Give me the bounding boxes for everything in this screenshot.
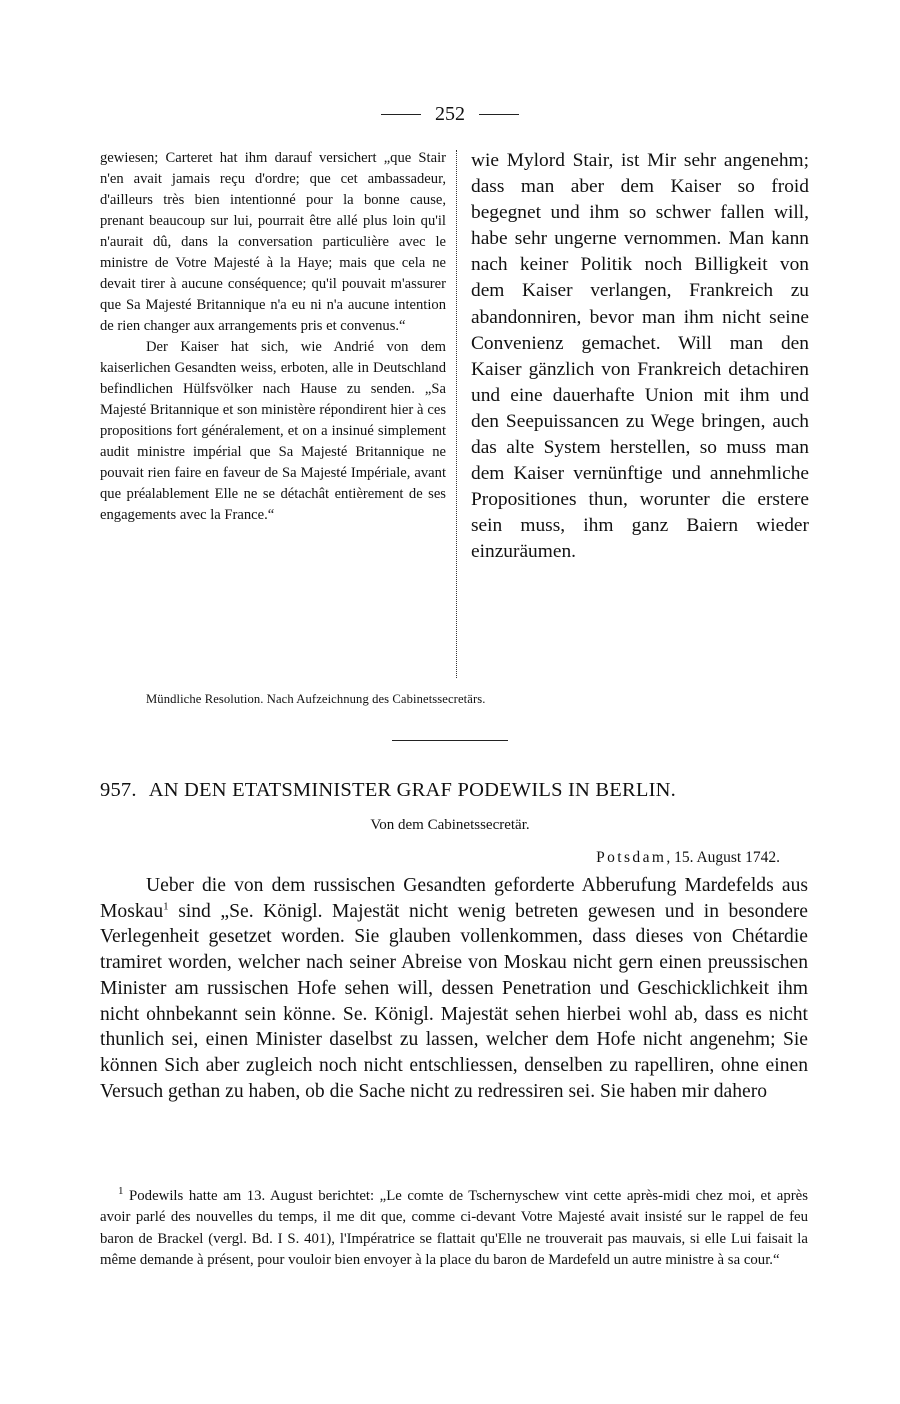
letter-paragraph: [100, 873, 808, 1104]
section-divider: [392, 740, 508, 741]
letter-subheading: Von dem Cabinetssecretär.: [370, 817, 530, 833]
letter-title: AN DEN ETATSMINISTER GRAF PODEWILS IN BERLIN.: [148, 779, 676, 801]
right-column: [471, 148, 809, 566]
header-rule-right: [479, 114, 519, 115]
footnote-paragraph: [100, 1186, 808, 1272]
footnote-text: Podewils hatte am 13. August berichtet: „Le comte de Tschernyschew vint cette après-midi chez moi, et après avoir parlé des nouvelles du temps, il me dit que, comme ci-devant Votre Majesté avait insisté sur le rappel de feu baron de Brackel (vergl. Bd. I S. 401), l'Impératrice se flattait qu'Elle ne trouverait pas mauvais, si elle Lui faisait la même demande à présent, pour vouloir bien envoyer à la place du baron de Mardefeld un autre ministre à sa cour.“: [100, 1188, 808, 1269]
letter-dateline: [596, 848, 780, 868]
left-column-paragraph: Der Kaiser hat sich, wie Andrié von dem kaiserlichen Gesandten weiss, erboten, alle in Deutschland befindlichen Hülfsvölker nach Hause zu senden. „Sa Majesté Britannique et son ministère répondirent hier à ces propositions fort généralement, et on a insinué simplement audit ministre impérial que Sa Majesté Britannique ne pouvait rien faire en faveur de Sa Majesté Impériale, avant que préalablement Elle ne se détachât entièrement de ses engagements avec la France.“: [100, 339, 446, 523]
letter-text: Ueber die von dem russischen Gesandten geforderte Abberufung Mardefelds aus Moskau: [100, 875, 808, 922]
left-column-paragraph: gewiesen; Carteret hat ihm darauf versichert „que Stair n'en avait jamais reçu d'ordre; que cet ambassadeur, d'ailleurs très bien intentionné pour la bonne cause, prenant beaucoup sur lui, pourrait être allé plus loin qu'il n'aurait dû, dans la conversation particulière avec le ministre de Votre Majesté à la Haye; mais que cela ne devait tirer à aucune conséquence; qu'il pouvait m'assurer que Sa Majesté Britannique n'a eu ni n'a aucune intention de rien changer aux arrangements pris et convenus.“: [100, 150, 446, 334]
letter-date: , 15. August 1742.: [666, 849, 780, 866]
footnote-reference: 1: [163, 900, 169, 913]
resolution-note: Mündliche Resolution. Nach Aufzeichnung des Cabinetssecretärs.: [146, 692, 486, 706]
footnote-marker: 1: [118, 1185, 124, 1198]
page-header: [0, 101, 900, 127]
column-divider: [456, 150, 457, 678]
letter-text: sind „Se. Königl. Majestät nicht wenig betreten gewesen und in besondere Verlegenheit gesetzet worden. Sie glauben vollenkommen, dass dieses von Chétardie tramiret worden, welcher nach seiner Abreise von Moskau nicht gern einen preussischen Minister am russischen Hofe sehen will, dessen Penetration und Geschicklichkeit ihm nicht ohnbekannt sein könne. Se. Königl. Majestät sehen hierbei wohl ab, dass es nicht thunlich sei, einen Minister daselbst zu lassen, welcher dem Hofe nicht angenehm; Sie können Sich aber zugleich noch nicht entschliessen, denselben zu rapelliren, ohne einen Versuch gethan zu haben, ob die Sache nicht zu redressiren sei. Sie haben mir dahero: [100, 900, 808, 1102]
right-column-paragraph: wie Mylord Stair, ist Mir sehr angenehm; dass man aber dem Kaiser so froid begegnet und ihm so schwer fallen will, habe sehr ungerne vernommen. Man kann nach keiner Politik noch Billigkeit von dem Kaiser verlangen, Frankreich zu abandonniren, bevor man ihm nicht seine Convenienz gemachet. Will man den Kaiser gänzlich von Frankreich detachiren und eine dauerhafte Union mit ihm und den Seepuissancen zu Wege bringen, auch das alte System herstellen, so muss man dem Kaiser vernünftige und annehmliche Propositiones thun, worunter die erstere sein muss, ihm ganz Baiern wieder einzuräumen.: [471, 150, 809, 563]
header-rule-left: [381, 114, 421, 115]
letter-number: 957.: [100, 779, 137, 801]
left-column: [100, 148, 446, 526]
page-number: 252: [435, 103, 465, 125]
footnote: [100, 1186, 808, 1272]
letter-body: [100, 873, 808, 1104]
letter-heading: [100, 777, 812, 803]
letter-place: Potsdam: [596, 849, 667, 866]
